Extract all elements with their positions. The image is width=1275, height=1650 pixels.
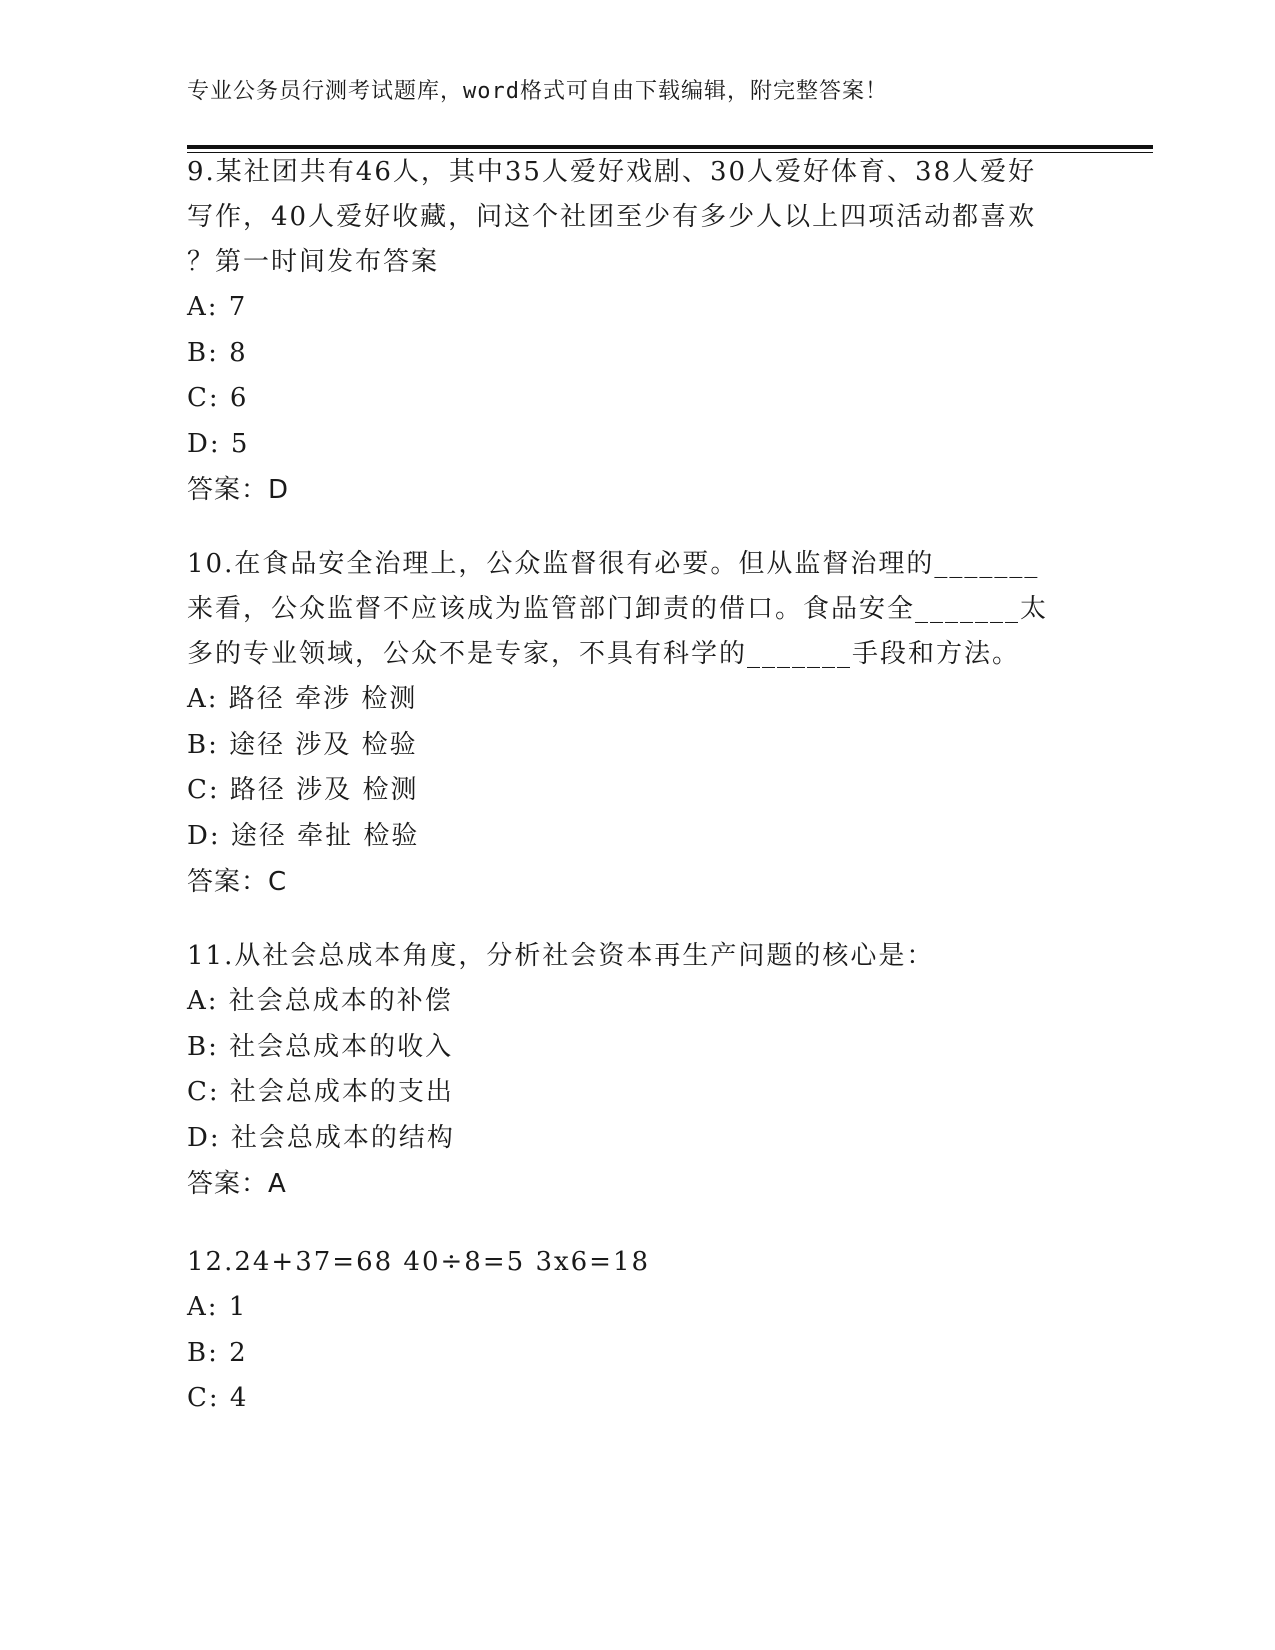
- option-c: C: 4: [187, 1383, 249, 1413]
- question-stem-line: 来看，公众监督不应该成为监管部门卸责的借口。食品安全_______太: [187, 594, 1049, 624]
- question-9: [187, 150, 1087, 513]
- question-stem-line: 9.某社团共有46人，其中35人爱好戏剧、30人爱好体育、38人爱好: [187, 157, 1037, 187]
- question-10: [187, 542, 1087, 905]
- option-a: A: 社会总成本的补偿: [187, 986, 453, 1016]
- option-d: D: 途径 牵扯 检验: [187, 820, 420, 851]
- option-b: B: 途径 涉及 检验: [187, 729, 418, 760]
- option-b: B: 2: [187, 1337, 248, 1368]
- question-11: [187, 934, 1087, 1207]
- page-header: 专业公务员行测考试题库，word格式可自由下载编辑，附完整答案！: [187, 79, 888, 104]
- option-c: C: 社会总成本的支出: [187, 1077, 454, 1107]
- question-stem-line: 11.从社会总成本角度，分析社会资本再生产问题的核心是：: [187, 941, 935, 971]
- option-a: A: 1: [187, 1292, 248, 1322]
- option-d: D: 社会总成本的结构: [187, 1122, 455, 1153]
- option-d: D: 5: [187, 428, 250, 459]
- question-stem-line: ？第一时间发布答案: [187, 247, 440, 277]
- option-c: C: 6: [187, 383, 249, 413]
- question-stem-line: 12.24+37=68 40÷8=5 3x6=18: [187, 1247, 651, 1277]
- question-12: [187, 1240, 1087, 1422]
- question-stem-line: 多的专业领域，公众不是专家，不具有科学的_______手段和方法。: [187, 639, 1021, 669]
- answer: 答案：C: [187, 867, 288, 897]
- option-b: B: 8: [187, 337, 248, 368]
- option-a: A: 路径 牵涉 检测: [187, 684, 418, 714]
- question-stem-line: 写作，40人爱好收藏，问这个社团至少有多少人以上四项活动都喜欢: [187, 202, 1037, 232]
- header-rule-thick: [187, 145, 1153, 149]
- answer: 答案：D: [187, 475, 290, 505]
- option-b: B: 社会总成本的收入: [187, 1031, 454, 1062]
- answer: 答案：A: [187, 1169, 287, 1199]
- option-c: C: 路径 涉及 检测: [187, 775, 419, 805]
- question-stem-line: 10.在食品安全治理上，公众监督很有必要。但从监督治理的_______: [187, 549, 1040, 579]
- option-a: A: 7: [187, 292, 248, 322]
